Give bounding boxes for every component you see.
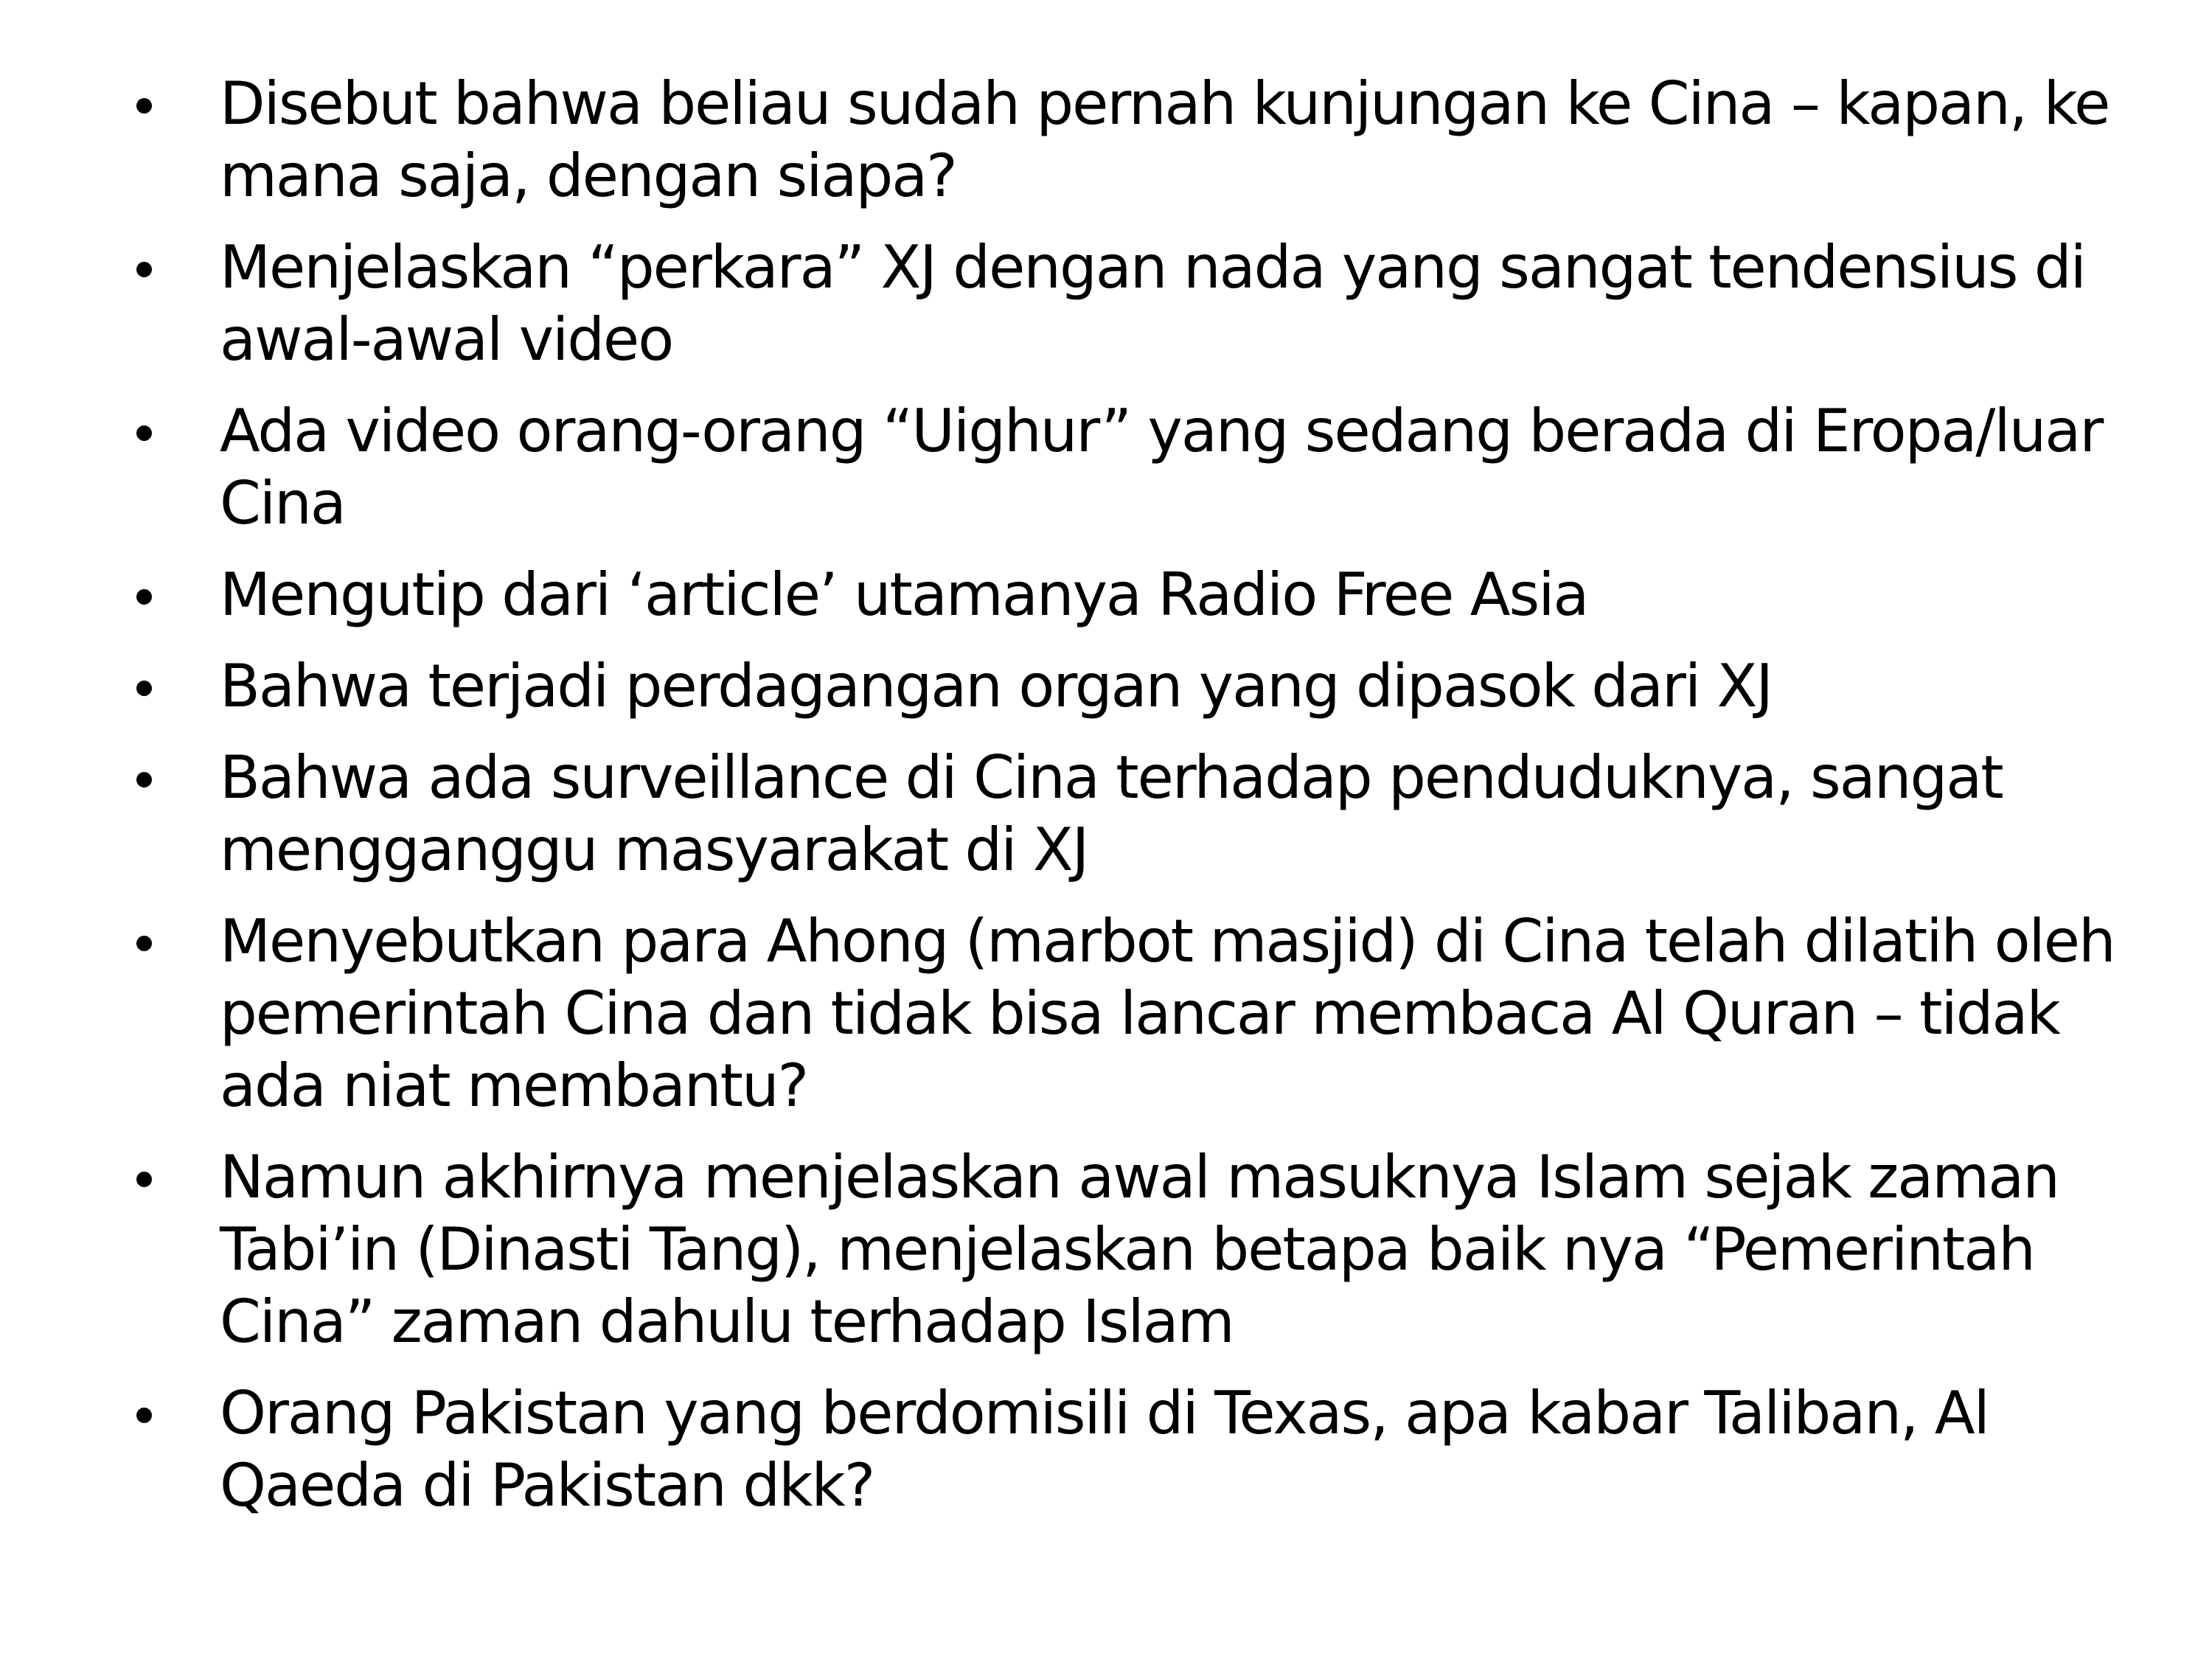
- bullet-text: Ada video orang-orang “Uighur” yang sedang berada di Eropa/luar Cina: [220, 397, 2103, 538]
- bullet-text: Bahwa terjadi perdagangan organ yang dipasok dari XJ: [220, 652, 1772, 720]
- bullet-dot-icon: [136, 425, 152, 441]
- bullet-dot-icon: [136, 589, 152, 605]
- bullet-dot-icon: [136, 1172, 152, 1187]
- bullet-dot-icon: [136, 1408, 152, 1423]
- bullet-text: Bahwa ada surveillance di Cina terhadap penduduknya, sangat mengganggu masyarakat di XJ: [220, 743, 2003, 884]
- bullet-item: [129, 742, 2179, 886]
- bullet-dot-icon: [136, 262, 152, 277]
- bullet-text: Mengutip dari ‘article’ utamanya Radio Free Asia: [220, 560, 1588, 629]
- bullet-item: [129, 68, 2179, 212]
- bullet-item: [129, 650, 2179, 723]
- bullet-item: [129, 232, 2179, 376]
- bullet-dot-icon: [136, 681, 152, 696]
- bullet-dot-icon: [136, 772, 152, 787]
- bullet-dot-icon: [136, 98, 152, 114]
- bullet-dot-icon: [136, 936, 152, 951]
- bullet-text: Disebut bahwa beliau sudah pernah kunjungan ke Cina – kapan, ke mana saja, dengan siapa?: [220, 69, 2110, 210]
- bullet-text: Menyebutkan para Ahong (marbot masjid) di Cina telah dilatih oleh pemerintah Cina dan tidak bisa lancar membaca Al Quran – tidak ada niat membantu?: [220, 907, 2115, 1120]
- bullet-item: [129, 559, 2179, 631]
- bullet-item: [129, 395, 2179, 540]
- bullet-item: [129, 1377, 2179, 1522]
- bullet-text: Namun akhirnya menjelaskan awal masuknya Islam sejak zaman Tabi’in (Dinasti Tang), menjelaskan betapa baik nya “Pemerintah Cina” zaman dahulu terhadap Islam: [220, 1143, 2059, 1356]
- bullet-item: [129, 1141, 2179, 1358]
- bullet-text: Orang Pakistan yang berdomisili di Texas, apa kabar Taliban, Al Qaeda di Pakistan dkk?: [220, 1379, 1989, 1520]
- bullet-list: [129, 68, 2179, 1541]
- bullet-item: [129, 905, 2179, 1122]
- bullet-text: Menjelaskan “perkara” XJ dengan nada yang sangat tendensius di awal-awal video: [220, 233, 2085, 374]
